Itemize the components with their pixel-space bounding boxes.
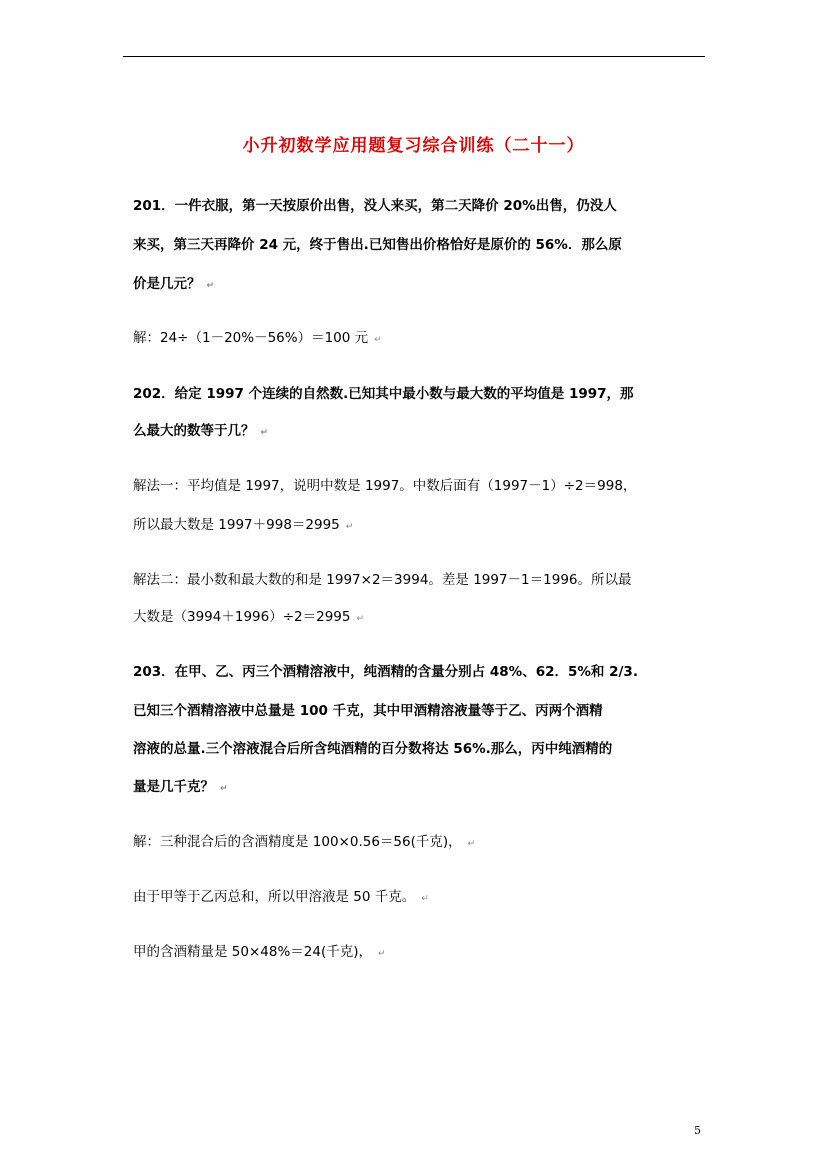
paragraph-mark-icon: ↵	[345, 522, 354, 532]
page-title: 小升初数学应用题复习综合训练（二十一）	[242, 136, 585, 156]
q203-answer-line-3: 甲的含酒精量是 50×48%＝24(千克)， ↵	[133, 944, 386, 960]
header-rule	[123, 56, 705, 57]
q201-line-2: 来买，第三天再降价 24 元，终于售出.已知售出价格恰好是原价的 56%．那么原	[133, 237, 622, 253]
page-number: 5	[694, 1124, 701, 1137]
q203-line-3: 溶液的总量.三个溶液混合后所含纯酒精的百分数将达 56%.那么，丙中纯酒精的	[133, 741, 613, 757]
q203-answer-line-1: 解：三种混合后的含酒精度是 100×0.56＝56(千克)， ↵	[133, 834, 476, 850]
q202-solution-2-line-2: 大数是（3994＋1996）÷2＝2995 ↵	[133, 609, 365, 625]
q202-solution-1-line-2: 所以最大数是 1997＋998＝2995 ↵	[133, 517, 354, 533]
paragraph-mark-icon: ↵	[374, 335, 382, 345]
q201-line-1: 201．一件衣服，第一天按原价出售，没人来买，第二天降价 20%出售，仍没人	[133, 198, 617, 214]
q203-line-1: 203．在甲、乙、丙三个酒精溶液中，纯酒精的含量分别占 48%、62．5%和 2/3.	[133, 664, 638, 680]
paragraph-mark-icon: ↵	[220, 784, 228, 794]
q203-line-2: 已知三个酒精溶液中总量是 100 千克，其中甲酒精溶液量等于乙、丙两个酒精	[133, 703, 603, 719]
paragraph-mark-icon: ↵	[260, 428, 269, 438]
q202-line-2: 么最大的数等于几？ ↵	[133, 423, 269, 439]
q203-answer-line-2: 由于甲等于乙丙总和，所以甲溶液是 50 千克。 ↵	[133, 889, 429, 905]
q203-line-4: 量是几千克？ ↵	[133, 779, 228, 795]
paragraph-mark-icon: ↵	[421, 894, 429, 904]
q202-solution-2-line-1: 解法二：最小数和最大数的和是 1997×2＝3994。差是 1997－1＝1996。所以最	[133, 572, 632, 588]
q202-solution-1-line-1: 解法一：平均值是 1997，说明中数是 1997。中数后面有（1997－1）÷2＝998，	[133, 478, 637, 494]
paragraph-mark-icon: ↵	[467, 839, 476, 849]
q201-line-3: 价是几元？ ↵	[133, 276, 215, 292]
paragraph-mark-icon: ↵	[206, 281, 215, 291]
q201-answer: 解：24÷（1－20%－56%）＝100 元 ↵	[133, 330, 382, 346]
q202-line-1: 202．给定 1997 个连续的自然数.已知其中最小数与最大数的平均值是 1997，那	[133, 386, 634, 402]
paragraph-mark-icon: ↵	[356, 614, 365, 624]
paragraph-mark-icon: ↵	[378, 949, 386, 959]
